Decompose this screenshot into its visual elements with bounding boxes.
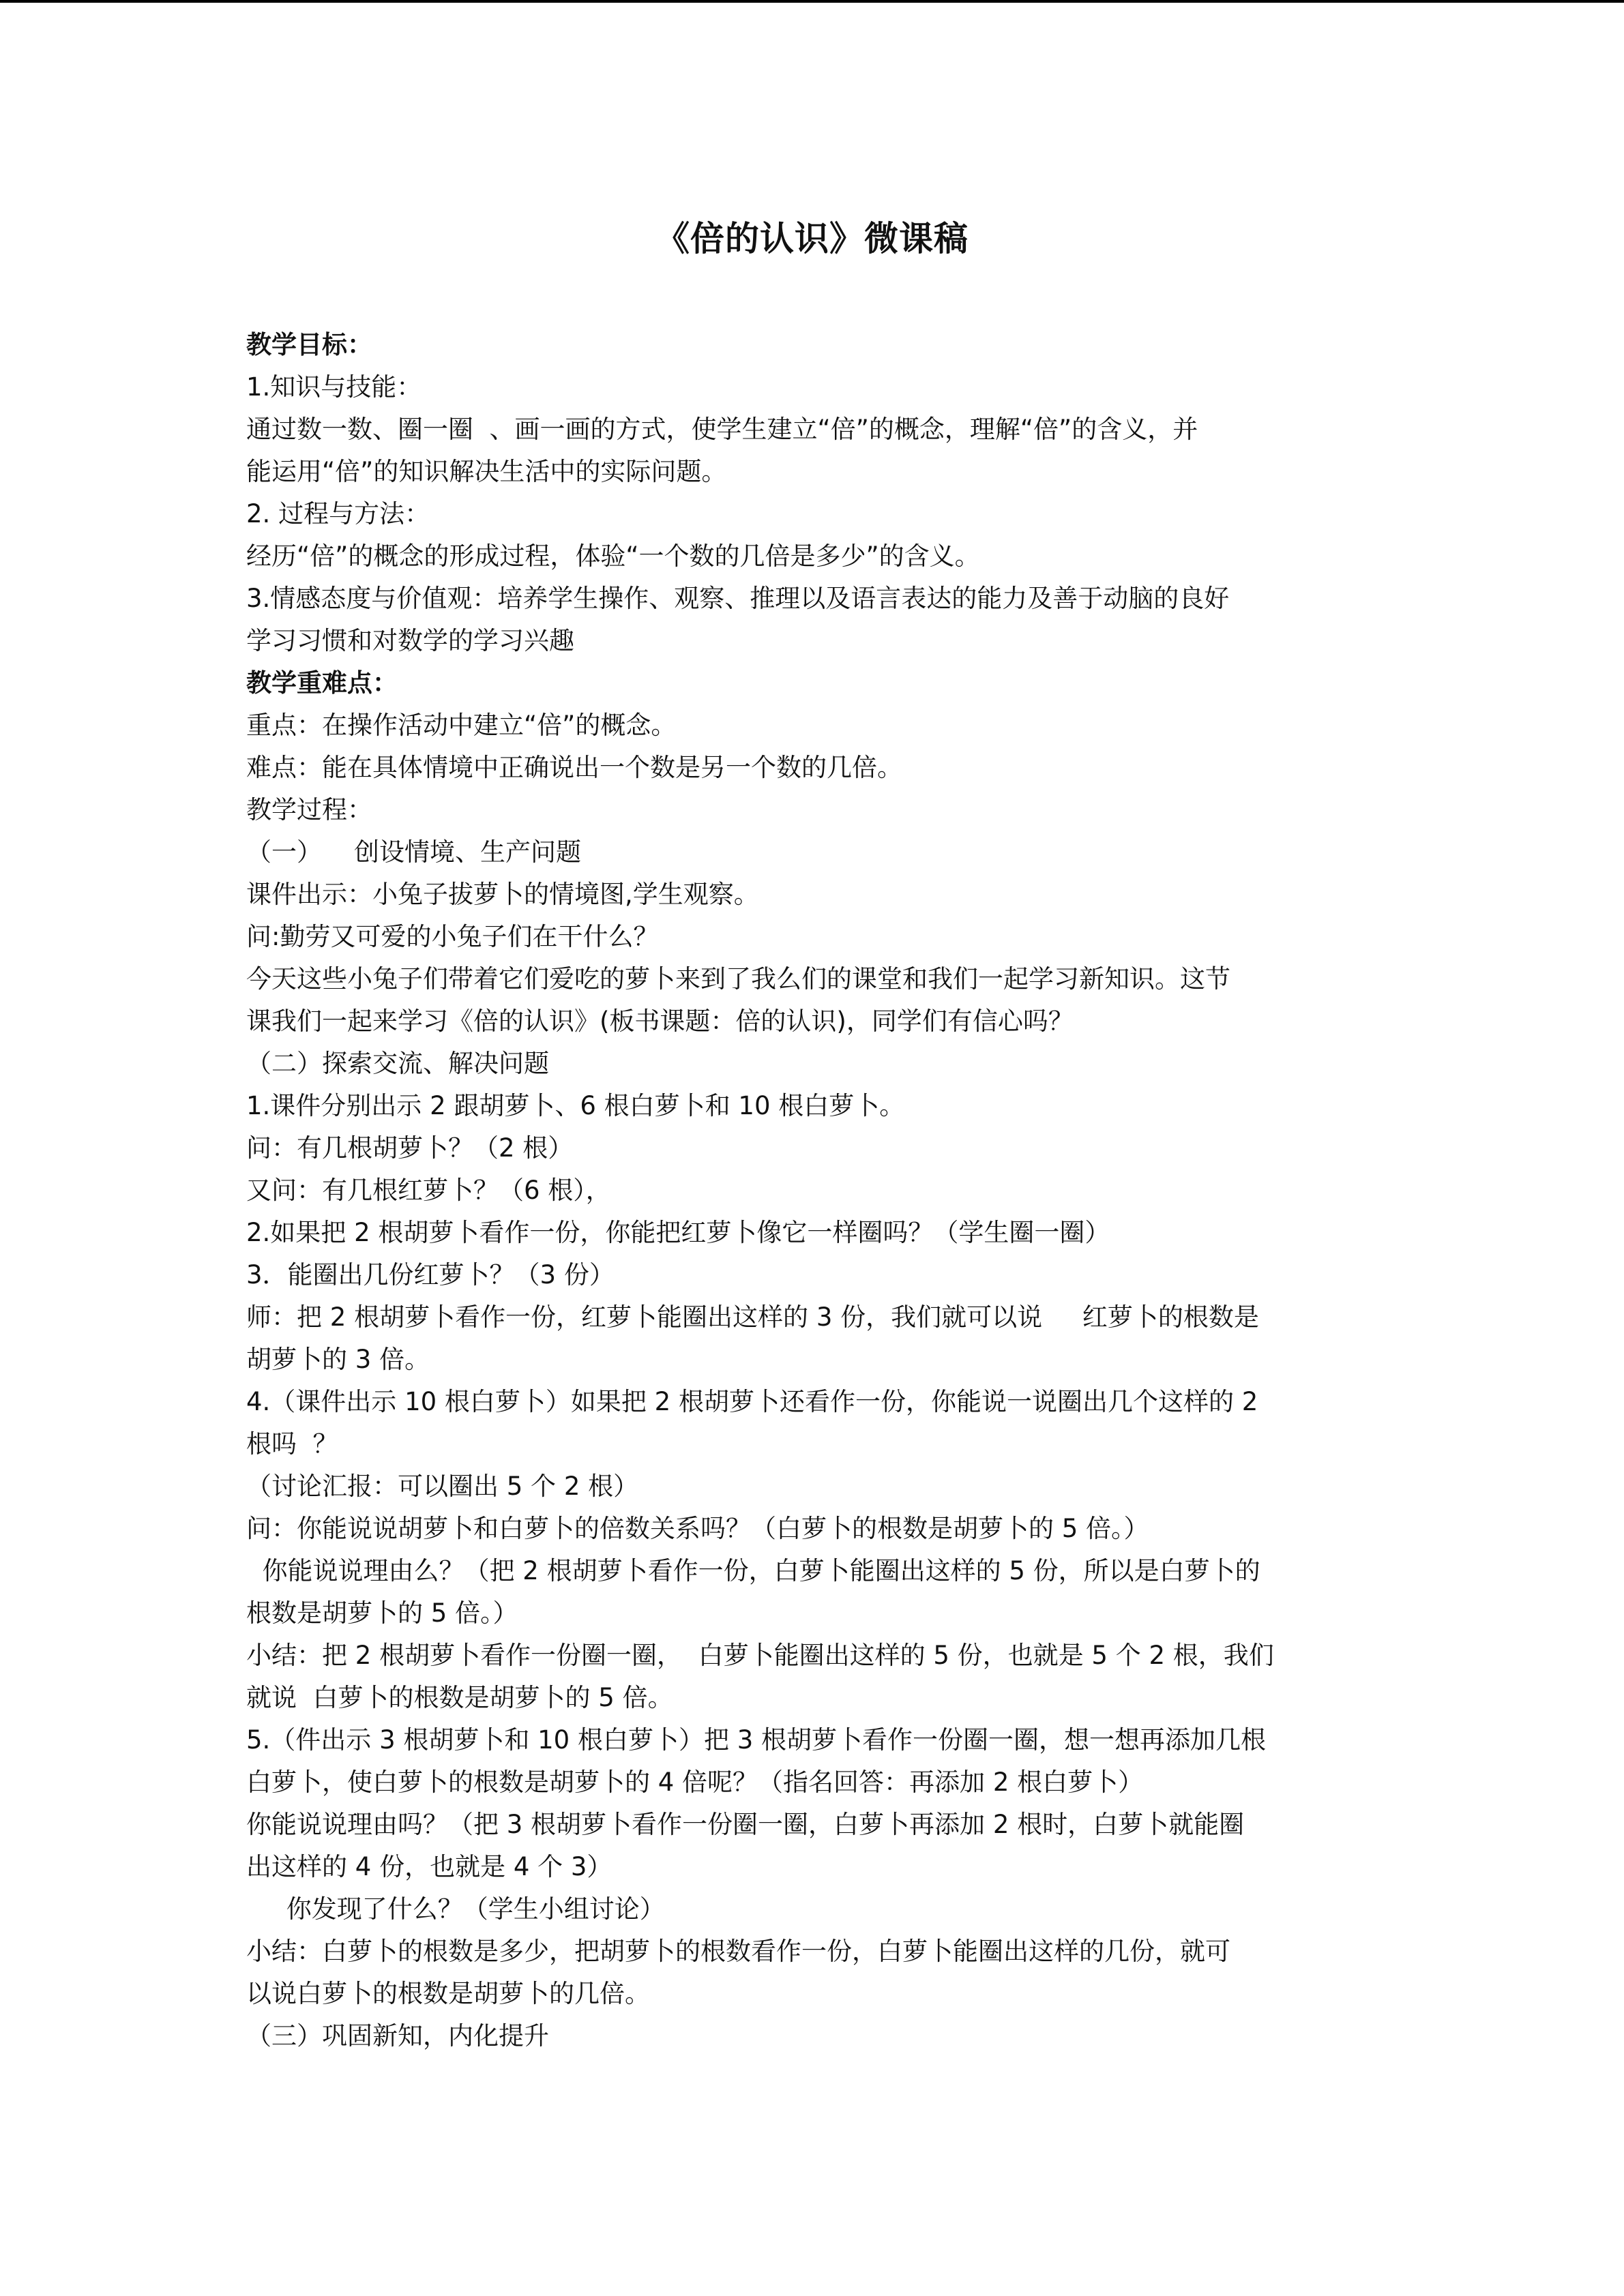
body-line: 师：把 2 根胡萝卜看作一份，红萝卜能圈出这样的 3 份，我们就可以说 红萝卜的根数是	[246, 1302, 1259, 1332]
body-line: 出这样的 4 份，也就是 4 个 3）	[246, 1852, 612, 1881]
body-line: 难点：能在具体情境中正确说出一个数是另一个数的几倍。	[246, 753, 902, 782]
body-line: 根数是胡萝卜的 5 倍。）	[246, 1598, 518, 1628]
section-heading: 教学目标：	[246, 330, 372, 359]
body-line: 2. 过程与方法：	[246, 499, 430, 528]
body-line: 小结：把 2 根胡萝卜看作一份圈一圈， 白萝卜能圈出这样的 5 份，也就是 5 个 2 根，我们	[246, 1641, 1274, 1670]
body-line: 3.情感态度与价值观：培养学生操作、观察、推理以及语言表达的能力及善于动脑的良好	[246, 584, 1230, 613]
body-line: （一） 创设情境、生产问题	[246, 837, 582, 867]
body-line: 4.（课件出示 10 根白萝卜）如果把 2 根胡萝卜还看作一份，你能说一说圈出几个这样的 2	[246, 1387, 1258, 1416]
body-line: 学习习惯和对数学的学习兴趣	[246, 626, 574, 655]
body-line: 教学过程：	[246, 795, 372, 824]
body-line: 经历“倍”的概念的形成过程，体验“一个数的几倍是多少”的含义。	[246, 541, 980, 571]
body-line: 1.课件分别出示 2 跟胡萝卜、6 根白萝卜和 10 根白萝卜。	[246, 1091, 905, 1120]
body-line: 通过数一数、圈一圈 、画一画的方式，使学生建立“倍”的概念，理解“倍”的含义，并	[246, 415, 1198, 444]
document-title: 《倍的认识》微课稿	[655, 219, 969, 258]
body-line: 5.（件出示 3 根胡萝卜和 10 根白萝卜）把 3 根胡萝卜看作一份圈一圈，想一想再添加几根	[246, 1725, 1267, 1755]
body-line: 你能说说理由么？（把 2 根胡萝卜看作一份，白萝卜能圈出这样的 5 份，所以是白萝卜的	[246, 1556, 1260, 1585]
body-line: 小结：白萝卜的根数是多少，把胡萝卜的根数看作一份，白萝卜能圈出这样的几份，就可	[246, 1937, 1230, 1966]
body-line: （三）巩固新知，内化提升	[246, 2021, 549, 2051]
body-line: 白萝卜，使白萝卜的根数是胡萝卜的 4 倍呢？（指名回答：再添加 2 根白萝卜）	[246, 1768, 1144, 1797]
body-line: 问:勤劳又可爱的小兔子们在干什么？	[246, 922, 659, 951]
body-line: 能运用“倍”的知识解决生活中的实际问题。	[246, 457, 727, 486]
body-line: 根吗 ？	[246, 1429, 338, 1459]
body-line: 问：你能说说胡萝卜和白萝卜的倍数关系吗？（白萝卜的根数是胡萝卜的 5 倍。）	[246, 1514, 1149, 1543]
body-line: 今天这些小兔子们带着它们爱吃的萝卜来到了我么们的课堂和我们一起学习新知识。这节	[246, 964, 1230, 994]
document-body	[246, 324, 1382, 2057]
body-line: 重点：在操作活动中建立“倍”的概念。	[246, 711, 677, 740]
body-line: 又问：有几根红萝卜？（6 根），	[246, 1176, 611, 1205]
section-heading: 教学重难点：	[246, 668, 398, 698]
body-line: 以说白萝卜的根数是胡萝卜的几倍。	[246, 1979, 650, 2008]
body-line: （二）探索交流、解决问题	[246, 1049, 549, 1078]
top-border-line	[0, 0, 1624, 3]
body-line: 你发现了什么？（学生小组讨论）	[246, 1894, 665, 1924]
body-line: 3．能圈出几份红萝卜？（3 份）	[246, 1260, 615, 1289]
body-line: 课件出示：小兔子拔萝卜的情境图,学生观察。	[246, 880, 759, 909]
body-line: 课我们一起来学习《倍的认识》(板书课题：倍的认识)，同学们有信心吗？	[246, 1007, 1074, 1036]
body-line: 胡萝卜的 3 倍。	[246, 1345, 430, 1374]
body-line: （讨论汇报：可以圈出 5 个 2 根）	[246, 1472, 639, 1501]
body-line: 1.知识与技能：	[246, 372, 422, 402]
body-line: 2.如果把 2 根胡萝卜看作一份，你能把红萝卜像它一样圈吗？（学生圈一圈）	[246, 1218, 1110, 1247]
body-line: 就说 白萝卜的根数是胡萝卜的 5 倍。	[246, 1683, 673, 1712]
body-line: 你能说说理由吗？（把 3 根胡萝卜看作一份圈一圈，白萝卜再添加 2 根时，白萝卜就能圈	[246, 1810, 1245, 1839]
body-line: 问：有几根胡萝卜？（2 根）	[246, 1133, 574, 1163]
